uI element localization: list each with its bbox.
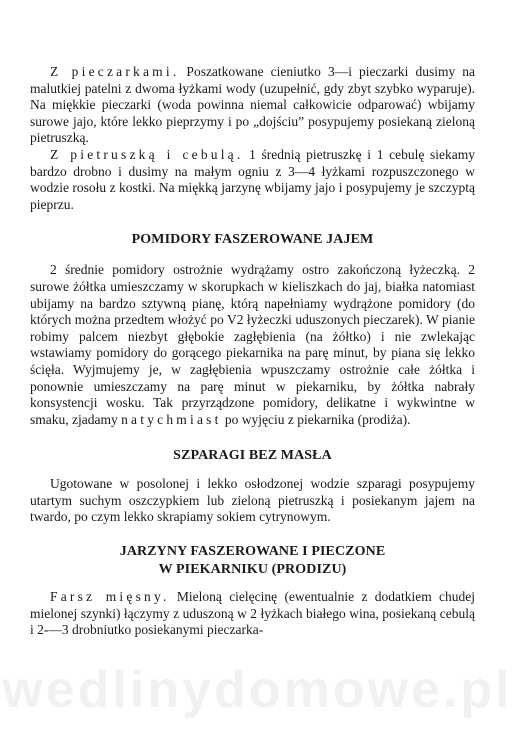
section-heading-szparagi: SZPARAGI BEZ MASŁA <box>173 448 332 464</box>
paragraph-lead: Z pieczarkami. <box>50 64 180 79</box>
paragraph-lead: Farsz mięsny. <box>50 589 170 605</box>
paragraph-lead: Z pietruszką i cebulą. <box>50 146 244 162</box>
paragraph-text: Poszatkowane cieniutko 3—i pieczarki dusimy na malutkiej patelni z dwoma łyżkami wody (uzupełnić, gdy zbyt szybko wyparuje). Na miękkie pieczarki (woda powinna niemal całkowicie odparować) wbijamy surowe jajo, które lekko pieprzymy i po „dojściu” posypujemy posiekaną zieloną pietruszką. <box>30 64 475 146</box>
paragraph-text: Mieloną cielęcinę (ewentualnie z dodatkiem chudej mielonej szynki) łączymy z uduszoną w 2 łyżkach białego wina, posiekaną cebulą i 2-—3 drobniutko posiekanymi pieczarka- <box>30 589 475 638</box>
section-heading-line-2: W PIEKARNIKU (PRODIZU) <box>158 562 347 578</box>
document-page <box>30 64 475 639</box>
watermark: wedlinydomowe.pl <box>2 661 513 719</box>
paragraph-text: 1 średnią pietruszkę i 1 cebulę siekamy bardzo drobno i dusimy na małym ogniu z 3—4 łyżkami rozpuszczonego w wodzie rosołu z kostki. Na miękką jarzynę wbijamy jajo i posypujemy je szczyptą pieprzu. <box>30 146 475 212</box>
paragraph-pomidory <box>30 262 475 428</box>
paragraph-farsz-miesny <box>30 589 475 639</box>
paragraph-text: Ugotowane w posolonej i lekko osłodzonej wodzie szparagi posypujemy utartym suchym oszczypkiem lub zieloną pietruszką i posiekanym jajem na twardo, po czym lekko skrapiamy sokiem cytrynowym. <box>30 476 475 525</box>
paragraph-szparagi <box>30 476 475 526</box>
section-heading-pomidory: POMIDORY FASZEROWANE JAJEM <box>131 232 374 248</box>
paragraph-text: 2 średnie pomidory ostrożnie wydrążamy ostro zakończoną łyżeczką. 2 surowe żółtka umieszczamy w skorupkach w kieliszkach do jaj, białka natomiast ubijamy na bardzo sztywną pianę, którą napełniamy wydrążone pomidory (do których można przedtem włożyć po V2 łyżeczki uduszonych pieczarek). W pianie robimy palcem niezbyt głębokie zagłębienia (na żółtko) i nie zwlekając wstawiamy pomidory do gorącego piekarnika na parę minut, by piana się lekko ścięła. Wyjmujemy je, w zagłębienia wpuszczamy ostrożnie całe żółtka i ponownie umieszczamy na parę minut w piekarniku, by żółtka nabrały konsystencji wosku. Tak przyrządzone pomidory, delikatne i wykwintne w smaku, zjadamy <box>30 262 475 427</box>
paragraph-z-pietruszka <box>30 147 475 213</box>
section-heading-line-1: JARZYNY FASZEROWANE I PIECZONE <box>119 544 386 560</box>
section-heading-jarzyny <box>30 543 475 579</box>
paragraph-z-pieczarkami <box>30 64 475 147</box>
paragraph-tail: po wyjęciu z piekarnika (prodiża). <box>221 411 411 427</box>
paragraph-emphasis: natychmiast <box>121 411 222 427</box>
